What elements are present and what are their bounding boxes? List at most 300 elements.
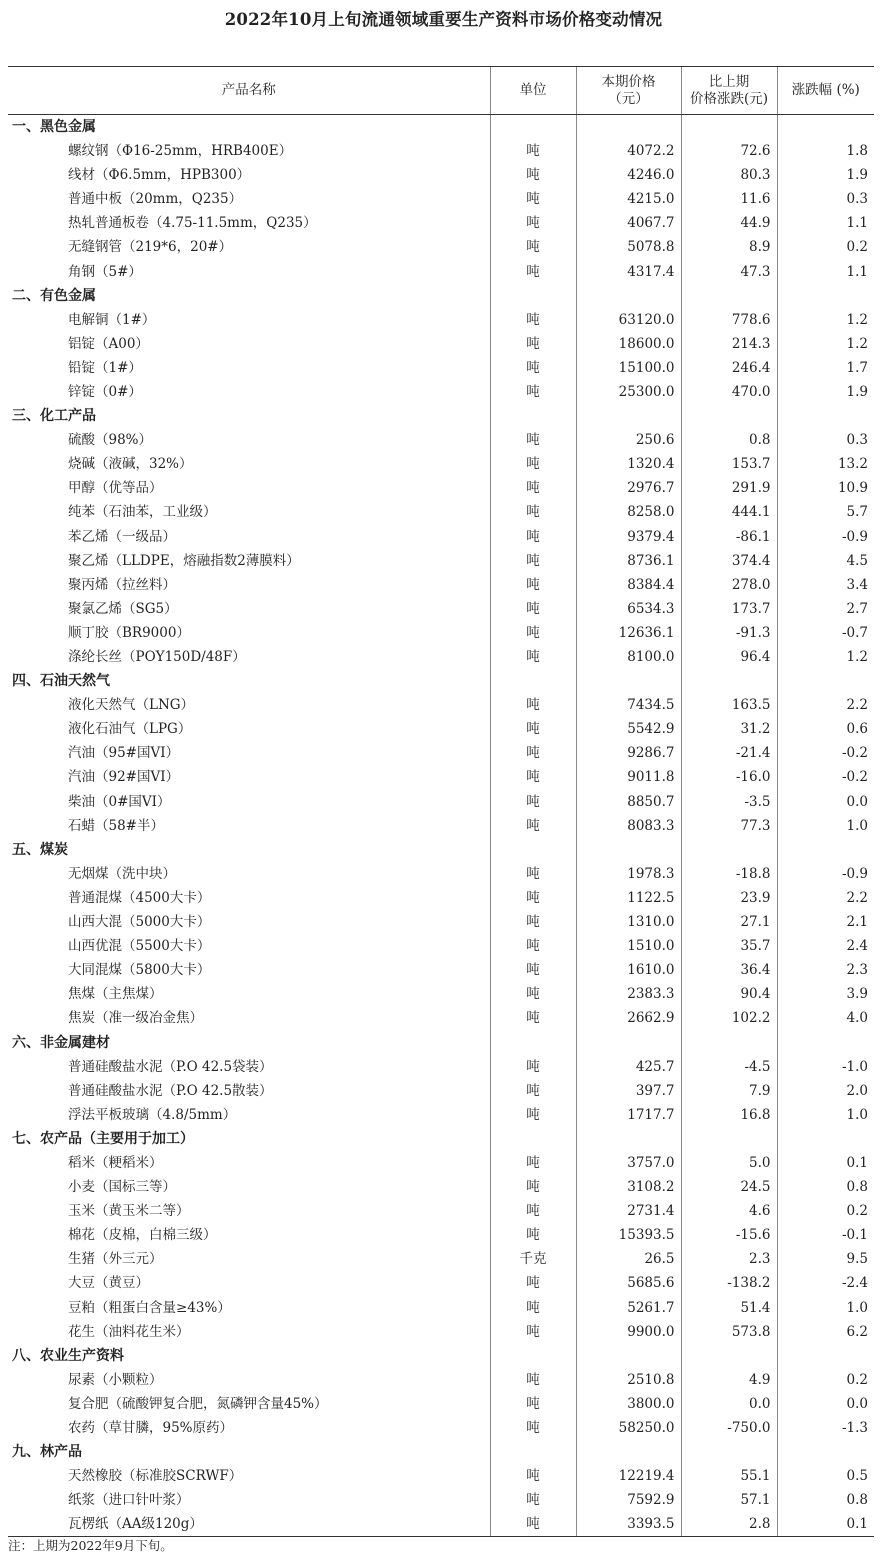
unit-cell: 吨 xyxy=(490,1199,576,1223)
header-product-name: 产品名称 xyxy=(8,67,490,115)
price-cell: 250.6 xyxy=(576,428,681,452)
product-name: 螺纹钢（Φ16-25mm，HRB400E） xyxy=(68,143,293,160)
table-row xyxy=(8,525,874,549)
product-name: 浮法平板玻璃（4.8/5mm） xyxy=(68,1106,237,1123)
unit-cell: 吨 xyxy=(490,356,576,380)
table-row xyxy=(8,693,874,717)
unit-cell: 吨 xyxy=(490,500,576,524)
header-change-line2: 价格涨跌(元) xyxy=(689,90,769,107)
price-cell: 12219.4 xyxy=(576,1464,681,1488)
unit-cell: 吨 xyxy=(490,476,576,500)
category-name: 九、林产品 xyxy=(12,1444,82,1461)
table-row xyxy=(8,1151,874,1175)
table-row xyxy=(8,1199,874,1223)
empty-cell xyxy=(777,669,874,693)
unit-cell: 吨 xyxy=(490,187,576,211)
header-price-line2: （元） xyxy=(608,90,649,107)
product-name: 铝锭（A00） xyxy=(68,335,149,352)
unit-cell: 千克 xyxy=(490,1247,576,1271)
category-name: 四、石油天然气 xyxy=(12,673,110,690)
table-row xyxy=(8,1006,874,1030)
table-row xyxy=(8,934,874,958)
header-change-line1: 比上期 xyxy=(708,73,750,90)
pct-cell: 1.2 xyxy=(777,645,874,669)
category-name: 七、农产品（主要用于加工） xyxy=(12,1130,194,1147)
table-row xyxy=(8,717,874,741)
empty-cell xyxy=(490,115,576,140)
product-name: 普通中板（20mm，Q235） xyxy=(68,191,243,208)
product-name: 角钢（5#） xyxy=(68,263,142,280)
table-row xyxy=(8,1464,874,1488)
product-name: 电解铜（1#） xyxy=(68,311,156,328)
unit-cell: 吨 xyxy=(490,525,576,549)
empty-cell xyxy=(777,1344,874,1368)
price-cell: 1978.3 xyxy=(576,862,681,886)
change-cell: 173.7 xyxy=(681,597,777,621)
unit-cell: 吨 xyxy=(490,862,576,886)
category-name: 五、煤炭 xyxy=(12,841,68,858)
price-cell: 397.7 xyxy=(576,1079,681,1103)
table-row xyxy=(8,1296,874,1320)
unit-cell: 吨 xyxy=(490,934,576,958)
price-cell: 5261.7 xyxy=(576,1296,681,1320)
pct-cell: 2.7 xyxy=(777,597,874,621)
change-cell: 291.9 xyxy=(681,476,777,500)
empty-cell xyxy=(777,404,874,428)
table-row xyxy=(8,982,874,1006)
change-cell: 35.7 xyxy=(681,934,777,958)
pct-cell: 1.9 xyxy=(777,163,874,187)
change-cell: -16.0 xyxy=(681,765,777,789)
table-row xyxy=(8,1320,874,1344)
product-name: 稻米（粳稻米） xyxy=(68,1154,163,1171)
product-name: 柴油（0#国VI） xyxy=(68,793,171,810)
change-cell: 96.4 xyxy=(681,645,777,669)
price-cell: 1717.7 xyxy=(576,1103,681,1127)
unit-cell: 吨 xyxy=(490,717,576,741)
category-row xyxy=(8,404,874,428)
table-row xyxy=(8,1488,874,1512)
product-name: 大同混煤（5800大卡） xyxy=(68,962,211,979)
product-name: 铅锭（1#） xyxy=(68,359,142,376)
pct-cell: 0.6 xyxy=(777,717,874,741)
pct-cell: 0.0 xyxy=(777,1392,874,1416)
change-cell: 2.3 xyxy=(681,1247,777,1271)
price-cell: 4072.2 xyxy=(576,139,681,163)
product-name: 聚乙烯（LLDPE，熔融指数2薄膜料） xyxy=(68,552,300,569)
unit-cell: 吨 xyxy=(490,1055,576,1079)
table-row xyxy=(8,163,874,187)
unit-cell: 吨 xyxy=(490,549,576,573)
product-name: 农药（草甘膦，95%原药） xyxy=(68,1420,234,1437)
product-name: 无烟煤（洗中块） xyxy=(68,865,176,882)
empty-cell xyxy=(576,115,681,140)
change-cell: 27.1 xyxy=(681,910,777,934)
price-cell: 1610.0 xyxy=(576,958,681,982)
pct-cell: -0.9 xyxy=(777,862,874,886)
category-row xyxy=(8,838,874,862)
change-cell: -750.0 xyxy=(681,1416,777,1440)
product-name: 涤纶长丝（POY150D/48F） xyxy=(68,649,246,666)
change-cell: 90.4 xyxy=(681,982,777,1006)
empty-cell xyxy=(490,1344,576,1368)
empty-cell xyxy=(490,284,576,308)
category-name: 三、化工产品 xyxy=(12,408,96,425)
product-name: 聚丙烯（拉丝料） xyxy=(68,576,176,593)
empty-cell xyxy=(576,1344,681,1368)
pct-cell: -1.3 xyxy=(777,1416,874,1440)
price-table xyxy=(8,66,874,1537)
pct-cell: 0.3 xyxy=(777,428,874,452)
change-cell: 80.3 xyxy=(681,163,777,187)
unit-cell: 吨 xyxy=(490,308,576,332)
table-row xyxy=(8,862,874,886)
category-name: 一、黑色金属 xyxy=(12,119,96,135)
table-row xyxy=(8,1512,874,1537)
table-row xyxy=(8,500,874,524)
product-name: 普通混煤（4500大卡） xyxy=(68,889,211,906)
product-name: 花生（油料花生米） xyxy=(68,1323,190,1340)
change-cell: 102.2 xyxy=(681,1006,777,1030)
change-cell: 214.3 xyxy=(681,332,777,356)
table-row xyxy=(8,1247,874,1271)
empty-cell xyxy=(490,1440,576,1464)
price-cell: 3393.5 xyxy=(576,1512,681,1537)
change-cell: 55.1 xyxy=(681,1464,777,1488)
unit-cell: 吨 xyxy=(490,1271,576,1295)
unit-cell: 吨 xyxy=(490,1368,576,1392)
category-name: 八、农业生产资料 xyxy=(12,1347,124,1364)
unit-cell: 吨 xyxy=(490,1079,576,1103)
unit-cell: 吨 xyxy=(490,1392,576,1416)
table-row xyxy=(8,452,874,476)
change-cell: -3.5 xyxy=(681,790,777,814)
price-cell: 7592.9 xyxy=(576,1488,681,1512)
product-name: 普通硅酸盐水泥（P.O 42.5袋装） xyxy=(68,1058,273,1075)
unit-cell: 吨 xyxy=(490,332,576,356)
pct-cell: -0.2 xyxy=(777,741,874,765)
unit-cell: 吨 xyxy=(490,982,576,1006)
product-name: 纯苯（石油苯，工业级） xyxy=(68,504,217,521)
pct-cell: 1.0 xyxy=(777,1103,874,1127)
change-cell: 36.4 xyxy=(681,958,777,982)
table-row xyxy=(8,597,874,621)
change-cell: 153.7 xyxy=(681,452,777,476)
pct-cell: 2.3 xyxy=(777,958,874,982)
product-name: 锌锭（0#） xyxy=(68,383,142,400)
product-name: 普通硅酸盐水泥（P.O 42.5散装） xyxy=(68,1082,273,1099)
price-cell: 7434.5 xyxy=(576,693,681,717)
footnote: 注：上期为2022年9月下旬。 xyxy=(8,1538,173,1553)
price-cell: 15393.5 xyxy=(576,1223,681,1247)
table-row xyxy=(8,380,874,404)
change-cell: 51.4 xyxy=(681,1296,777,1320)
change-cell: -18.8 xyxy=(681,862,777,886)
product-name: 无缝钢管（219*6，20#） xyxy=(68,239,233,256)
unit-cell: 吨 xyxy=(490,1006,576,1030)
product-name: 顺丁胶（BR9000） xyxy=(68,624,190,641)
unit-cell: 吨 xyxy=(490,1464,576,1488)
pct-cell: 0.2 xyxy=(777,235,874,259)
price-cell: 4215.0 xyxy=(576,187,681,211)
price-cell: 12636.1 xyxy=(576,621,681,645)
empty-cell xyxy=(681,838,777,862)
header-pct: 涨跌幅 (%) xyxy=(777,67,874,115)
price-cell: 2731.4 xyxy=(576,1199,681,1223)
header-price xyxy=(576,67,681,115)
unit-cell: 吨 xyxy=(490,1175,576,1199)
empty-cell xyxy=(777,115,874,140)
table-row xyxy=(8,1416,874,1440)
pct-cell: 1.1 xyxy=(777,259,874,283)
product-name: 汽油（92#国VI） xyxy=(68,769,180,786)
unit-cell: 吨 xyxy=(490,380,576,404)
product-name: 小麦（国标三等） xyxy=(68,1179,176,1196)
table-row xyxy=(8,765,874,789)
empty-cell xyxy=(681,669,777,693)
price-cell: 8384.4 xyxy=(576,573,681,597)
pct-cell: 10.9 xyxy=(777,476,874,500)
empty-cell xyxy=(576,284,681,308)
product-name: 液化石油气（LPG） xyxy=(68,721,192,738)
pct-cell: 2.2 xyxy=(777,886,874,910)
pct-cell: 0.2 xyxy=(777,1199,874,1223)
empty-cell xyxy=(681,1030,777,1054)
pct-cell: -0.2 xyxy=(777,765,874,789)
change-cell: -91.3 xyxy=(681,621,777,645)
category-row xyxy=(8,1030,874,1054)
price-cell: 2510.8 xyxy=(576,1368,681,1392)
price-cell: 8736.1 xyxy=(576,549,681,573)
pct-cell: -0.1 xyxy=(777,1223,874,1247)
unit-cell: 吨 xyxy=(490,452,576,476)
product-name: 棉花（皮棉，白棉三级） xyxy=(68,1227,217,1244)
pct-cell: 1.2 xyxy=(777,332,874,356)
unit-cell: 吨 xyxy=(490,790,576,814)
table-row xyxy=(8,332,874,356)
price-cell: 3108.2 xyxy=(576,1175,681,1199)
empty-cell xyxy=(777,1127,874,1151)
price-cell: 5078.8 xyxy=(576,235,681,259)
change-cell: 470.0 xyxy=(681,380,777,404)
price-cell: 1320.4 xyxy=(576,452,681,476)
empty-cell xyxy=(777,284,874,308)
unit-cell: 吨 xyxy=(490,259,576,283)
price-cell: 8258.0 xyxy=(576,500,681,524)
product-name: 汽油（95#国VI） xyxy=(68,745,180,762)
change-cell: 47.3 xyxy=(681,259,777,283)
unit-cell: 吨 xyxy=(490,910,576,934)
table-row xyxy=(8,790,874,814)
table-row xyxy=(8,1368,874,1392)
category-row xyxy=(8,284,874,308)
empty-cell xyxy=(576,838,681,862)
price-cell: 4246.0 xyxy=(576,163,681,187)
product-name: 天然橡胶（标准胶SCRWF） xyxy=(68,1468,243,1485)
pct-cell: -1.0 xyxy=(777,1055,874,1079)
change-cell: 16.8 xyxy=(681,1103,777,1127)
product-name: 苯乙烯（一级品） xyxy=(68,528,176,545)
empty-cell xyxy=(576,1440,681,1464)
table-row xyxy=(8,1079,874,1103)
category-row xyxy=(8,1127,874,1151)
price-cell: 2662.9 xyxy=(576,1006,681,1030)
unit-cell: 吨 xyxy=(490,573,576,597)
pct-cell: 13.2 xyxy=(777,452,874,476)
unit-cell: 吨 xyxy=(490,428,576,452)
table-row xyxy=(8,910,874,934)
empty-cell xyxy=(777,838,874,862)
table-row xyxy=(8,573,874,597)
price-cell: 58250.0 xyxy=(576,1416,681,1440)
pct-cell: 6.2 xyxy=(777,1320,874,1344)
change-cell: -15.6 xyxy=(681,1223,777,1247)
unit-cell: 吨 xyxy=(490,1488,576,1512)
pct-cell: -0.7 xyxy=(777,621,874,645)
pct-cell: 0.0 xyxy=(777,790,874,814)
table-row xyxy=(8,886,874,910)
price-cell: 18600.0 xyxy=(576,332,681,356)
category-name: 二、有色金属 xyxy=(12,287,96,304)
product-name: 热轧普通板卷（4.75-11.5mm，Q235） xyxy=(68,215,317,232)
pct-cell: 1.9 xyxy=(777,380,874,404)
price-cell: 1510.0 xyxy=(576,934,681,958)
unit-cell: 吨 xyxy=(490,139,576,163)
empty-cell xyxy=(490,669,576,693)
pct-cell: 0.1 xyxy=(777,1512,874,1537)
empty-cell xyxy=(681,284,777,308)
category-row xyxy=(8,669,874,693)
pct-cell: 0.1 xyxy=(777,1151,874,1175)
pct-cell: 9.5 xyxy=(777,1247,874,1271)
price-cell: 6534.3 xyxy=(576,597,681,621)
change-cell: 44.9 xyxy=(681,211,777,235)
product-name: 瓦楞纸（AA级120g） xyxy=(8,1512,490,1537)
change-cell: -138.2 xyxy=(681,1271,777,1295)
product-name: 线材（Φ6.5mm，HPB300） xyxy=(68,167,251,184)
change-cell: 31.2 xyxy=(681,717,777,741)
category-row xyxy=(8,115,874,140)
change-cell: 77.3 xyxy=(681,814,777,838)
empty-cell xyxy=(777,1440,874,1464)
pct-cell: 0.5 xyxy=(777,1464,874,1488)
change-cell: -86.1 xyxy=(681,525,777,549)
pct-cell: 2.0 xyxy=(777,1079,874,1103)
table-row xyxy=(8,139,874,163)
table-row xyxy=(8,1175,874,1199)
unit-cell: 吨 xyxy=(490,886,576,910)
table-row xyxy=(8,476,874,500)
empty-cell xyxy=(681,1440,777,1464)
price-cell: 2383.3 xyxy=(576,982,681,1006)
category-row xyxy=(8,1440,874,1464)
unit-cell: 吨 xyxy=(490,211,576,235)
table-row xyxy=(8,645,874,669)
pct-cell: 1.8 xyxy=(777,139,874,163)
table-row xyxy=(8,428,874,452)
product-name: 大豆（黄豆） xyxy=(68,1275,149,1292)
pct-cell: 0.8 xyxy=(777,1175,874,1199)
pct-cell: 2.2 xyxy=(777,693,874,717)
product-name: 甲醇（优等品） xyxy=(68,480,163,497)
change-cell: 72.6 xyxy=(681,139,777,163)
price-cell: 9900.0 xyxy=(576,1320,681,1344)
unit-cell: 吨 xyxy=(490,958,576,982)
empty-cell xyxy=(681,404,777,428)
change-cell: 246.4 xyxy=(681,356,777,380)
product-name: 焦炭（准一级冶金焦） xyxy=(68,1010,203,1027)
unit-cell: 吨 xyxy=(490,1223,576,1247)
change-cell: 573.8 xyxy=(681,1320,777,1344)
empty-cell xyxy=(490,1127,576,1151)
pct-cell: 0.8 xyxy=(777,1488,874,1512)
empty-cell xyxy=(681,115,777,140)
unit-cell: 吨 xyxy=(490,814,576,838)
price-cell: 25300.0 xyxy=(576,380,681,404)
table-row xyxy=(8,259,874,283)
pct-cell: 1.2 xyxy=(777,308,874,332)
table-row xyxy=(8,308,874,332)
product-name: 纸浆（进口针叶浆） xyxy=(68,1492,190,1509)
unit-cell: 吨 xyxy=(490,645,576,669)
header-price-line1: 本期价格 xyxy=(601,73,656,90)
product-name: 尿素（小颗粒） xyxy=(68,1371,163,1388)
table-header xyxy=(8,67,874,115)
price-cell: 26.5 xyxy=(576,1247,681,1271)
change-cell: 57.1 xyxy=(681,1488,777,1512)
table-row xyxy=(8,741,874,765)
price-cell: 63120.0 xyxy=(576,308,681,332)
change-cell: -21.4 xyxy=(681,741,777,765)
pct-cell: -0.9 xyxy=(777,525,874,549)
unit-cell: 吨 xyxy=(490,741,576,765)
price-cell: 4067.7 xyxy=(576,211,681,235)
category-row xyxy=(8,1344,874,1368)
category-name: 六、非金属建材 xyxy=(12,1034,110,1051)
price-cell: 1310.0 xyxy=(576,910,681,934)
unit-cell: 吨 xyxy=(490,163,576,187)
product-name: 玉米（黄玉米二等） xyxy=(68,1203,190,1220)
table-row xyxy=(8,187,874,211)
empty-cell xyxy=(681,1127,777,1151)
unit-cell: 吨 xyxy=(490,693,576,717)
price-cell: 3757.0 xyxy=(576,1151,681,1175)
unit-cell: 吨 xyxy=(490,1512,576,1537)
pct-cell: 0.2 xyxy=(777,1368,874,1392)
pct-cell: 5.7 xyxy=(777,500,874,524)
table-row xyxy=(8,549,874,573)
table-row xyxy=(8,1103,874,1127)
pct-cell: 2.1 xyxy=(777,910,874,934)
product-name: 石蜡（58#半） xyxy=(68,817,164,834)
product-name: 硫酸（98%） xyxy=(68,432,153,449)
unit-cell: 吨 xyxy=(490,1296,576,1320)
product-name: 烧碱（液碱，32%） xyxy=(68,456,193,473)
table-row xyxy=(8,1271,874,1295)
change-cell: 278.0 xyxy=(681,573,777,597)
price-cell: 2976.7 xyxy=(576,476,681,500)
price-cell: 9286.7 xyxy=(576,741,681,765)
empty-cell xyxy=(490,838,576,862)
change-cell: -4.5 xyxy=(681,1055,777,1079)
price-cell: 4317.4 xyxy=(576,259,681,283)
change-cell: 778.6 xyxy=(681,308,777,332)
header-change xyxy=(681,67,777,115)
price-cell: 15100.0 xyxy=(576,356,681,380)
unit-cell: 吨 xyxy=(490,235,576,259)
unit-cell: 吨 xyxy=(490,597,576,621)
change-cell: 24.5 xyxy=(681,1175,777,1199)
